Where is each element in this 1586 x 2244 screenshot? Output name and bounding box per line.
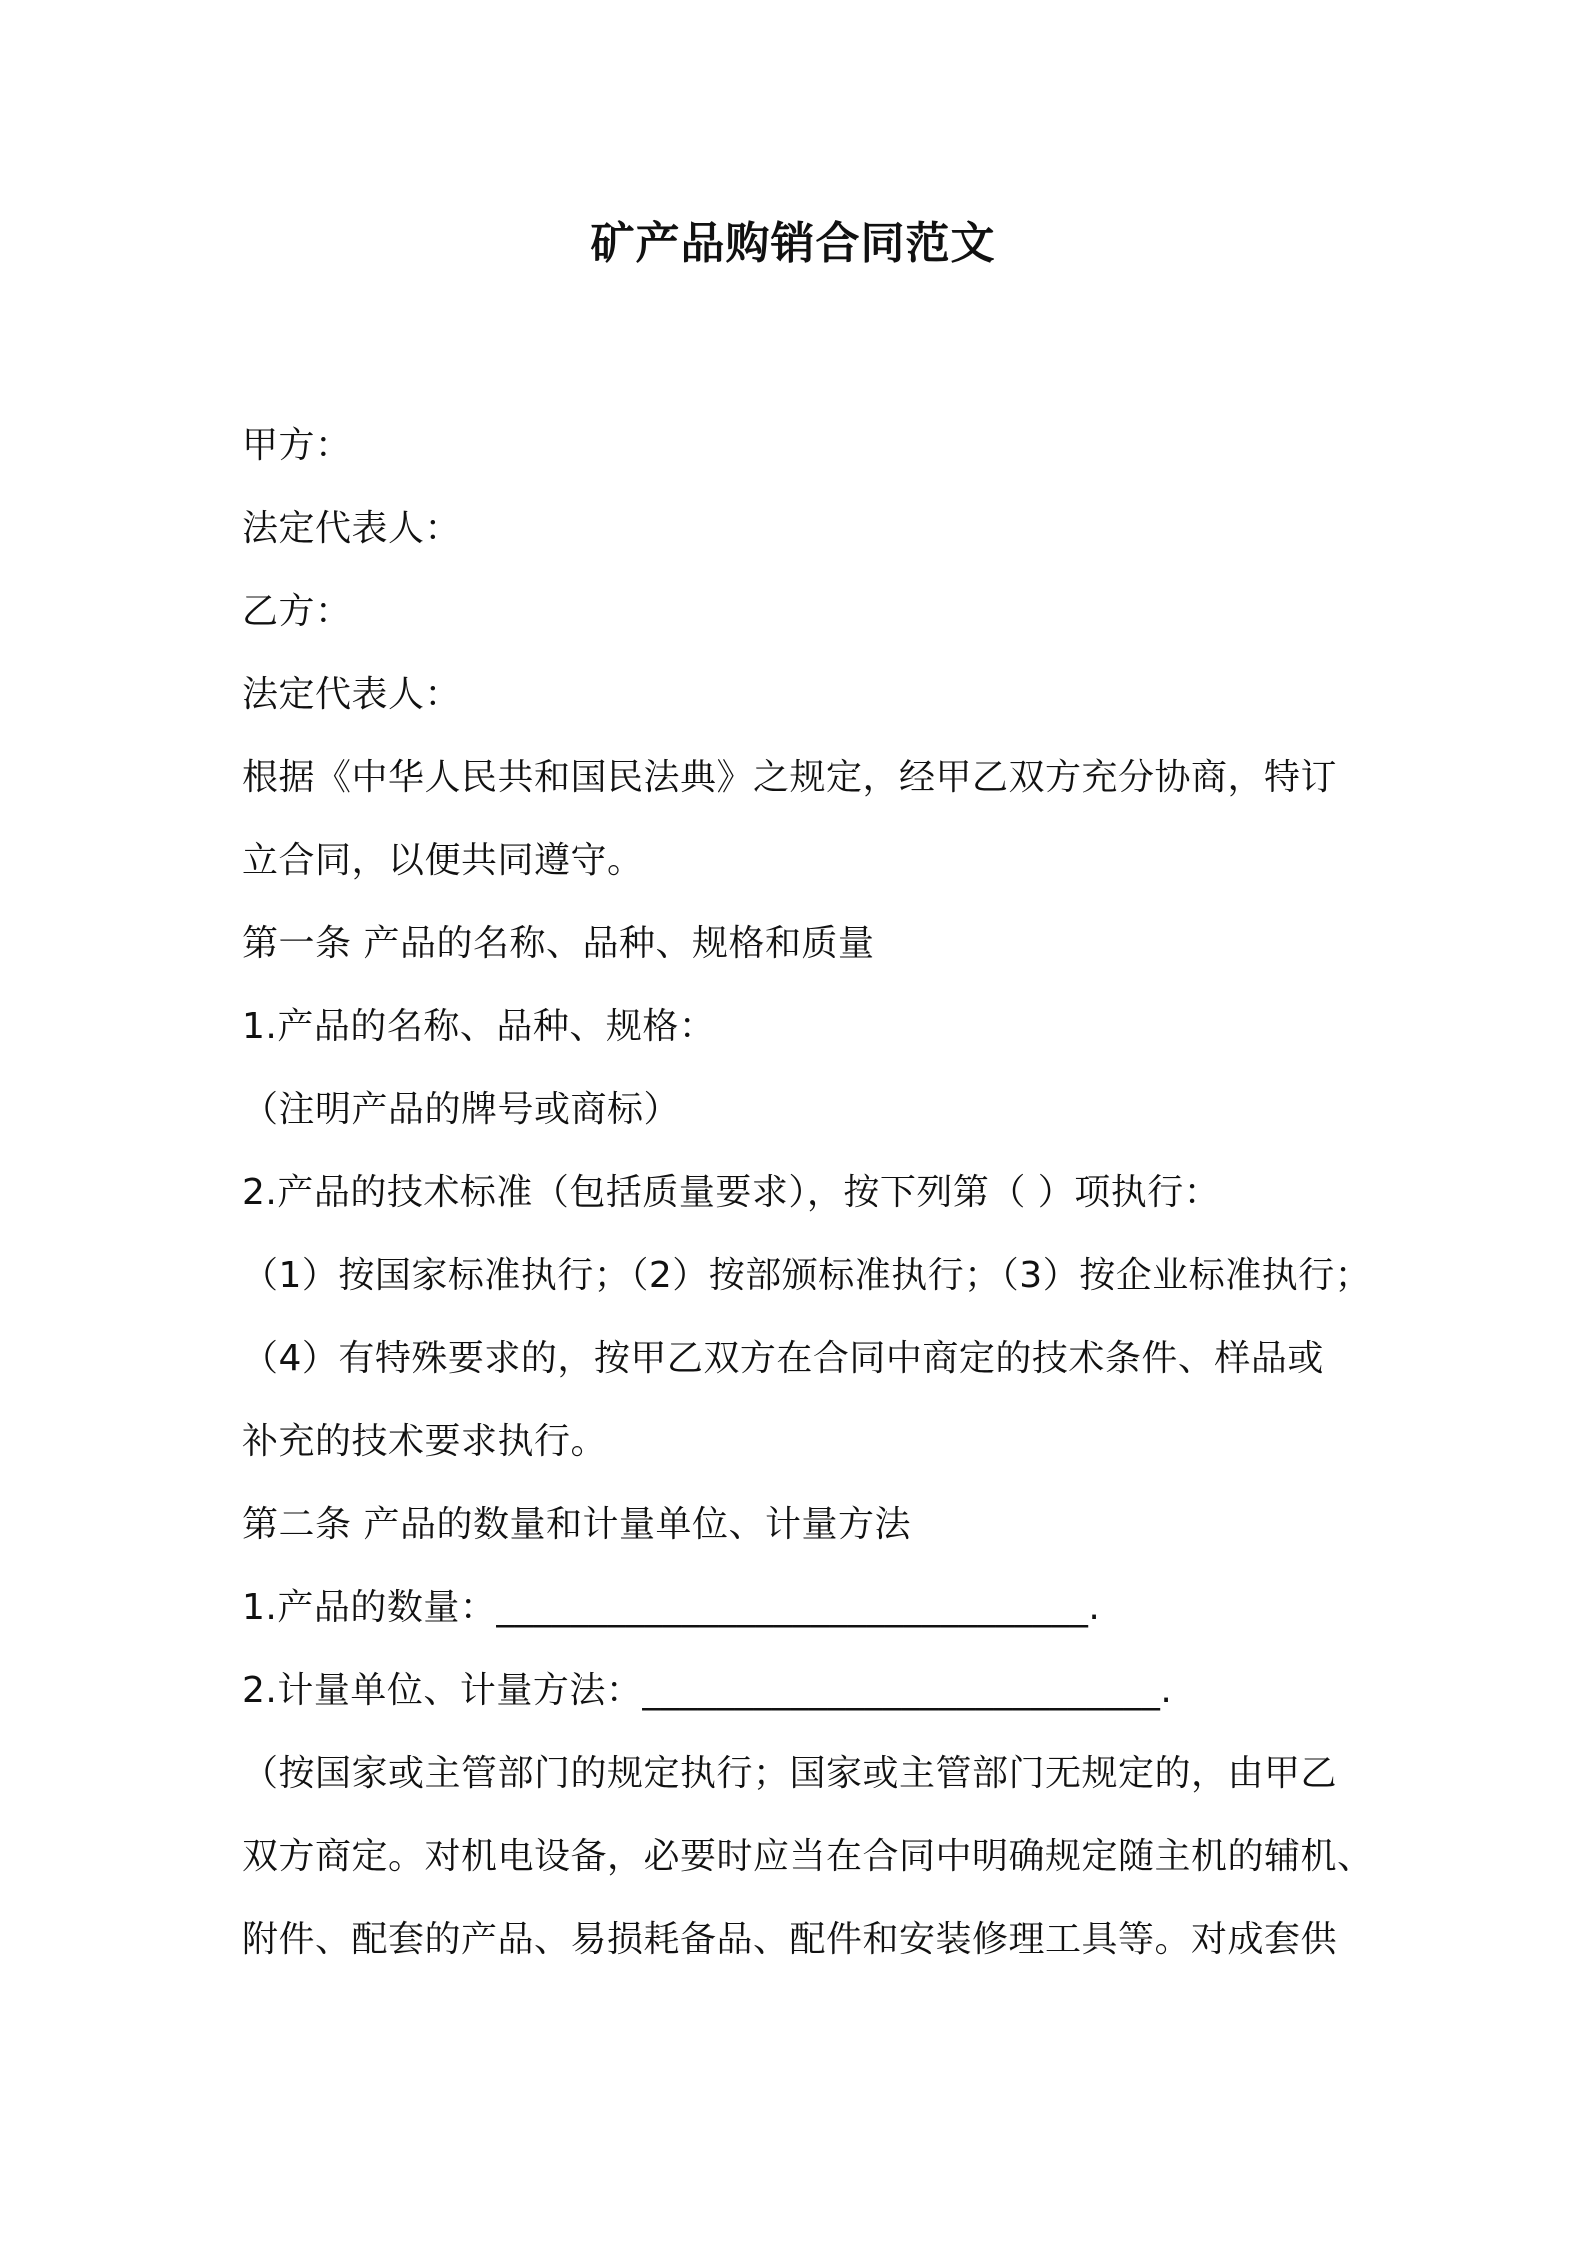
party-b-representative-line: 法定代表人： <box>242 674 462 715</box>
article-2-note-line-1: （按国家或主管部门的规定执行；国家或主管部门无规定的，由甲乙 <box>242 1753 1338 1794</box>
preamble-line-2: 立合同，以便共同遵守。 <box>242 840 644 881</box>
article-2-item-1: 1.产品的数量：________________________________. <box>242 1587 1101 1628</box>
article-1-item-2: 2.产品的技术标准（包括质量要求），按下列第（ ）项执行： <box>242 1172 1221 1213</box>
document-title: 矿产品购销合同范文 <box>590 218 996 269</box>
document-body <box>242 404 1374 1981</box>
preamble-line-1: 根据《中华人民共和国民法典》之规定，经甲乙双方充分协商，特订 <box>242 757 1338 798</box>
article-1-options-line-1: （1）按国家标准执行；（2）按部颁标准执行；（3）按企业标准执行； <box>242 1255 1372 1296</box>
article-1-heading: 第一条 产品的名称、品种、规格和质量 <box>242 923 875 964</box>
article-1-item-1: 1.产品的名称、品种、规格： <box>242 1006 716 1047</box>
article-1-options-line-2: （4）有特殊要求的，按甲乙双方在合同中商定的技术条件、样品或 <box>242 1338 1324 1379</box>
article-2-heading: 第二条 产品的数量和计量单位、计量方法 <box>242 1504 911 1545</box>
article-2-note-line-2: 双方商定。对机电设备，必要时应当在合同中明确规定随主机的辅机、 <box>242 1836 1374 1877</box>
party-a-line: 甲方： <box>242 425 352 466</box>
party-b-line: 乙方： <box>242 591 352 632</box>
article-2-note-line-3: 附件、配套的产品、易损耗备品、配件和安装修理工具等。对成套供 <box>242 1919 1338 1960</box>
article-2-item-2: 2.计量单位、计量方法：____________________________. <box>242 1670 1173 1711</box>
article-1-item-1-note: （注明产品的牌号或商标） <box>242 1089 681 1130</box>
article-1-options-line-3: 补充的技术要求执行。 <box>242 1421 608 1462</box>
party-a-representative-line: 法定代表人： <box>242 508 462 549</box>
